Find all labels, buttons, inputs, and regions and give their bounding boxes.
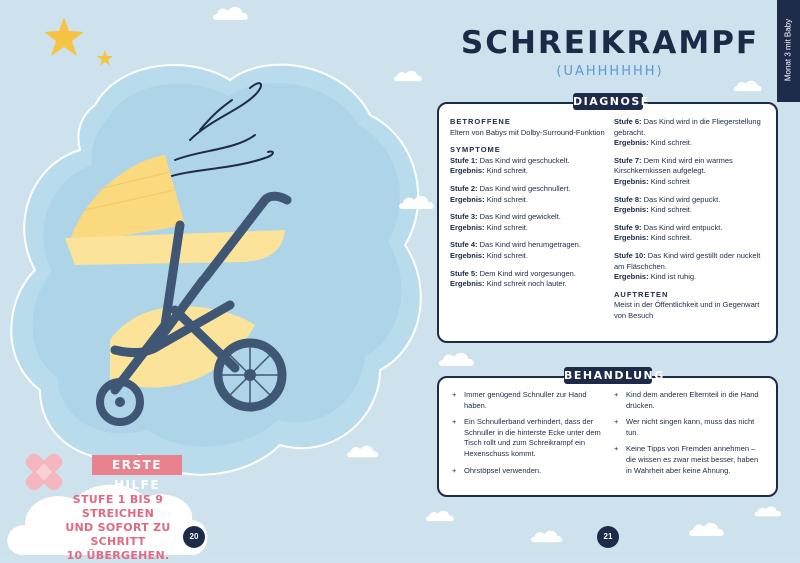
betroffene-text: Eltern von Babys mit Dolby-Surround-Funktion — [450, 127, 605, 137]
behandlung-list — [614, 390, 766, 476]
result-text: Kind schreit. — [486, 222, 528, 232]
erste-hilfe-line: 10 ÜBERGEHEN. — [66, 549, 170, 562]
symptom-stage — [450, 269, 605, 290]
result-text: Kind schreit. — [650, 138, 692, 148]
behandlung-label: BEHANDLUNG — [564, 369, 665, 382]
result-label: Ergebnis: — [614, 272, 649, 282]
stage-text: Das Kind wird herumgetragen. — [479, 240, 581, 250]
symptom-stage — [614, 223, 770, 244]
behandlung-column-left — [452, 390, 604, 482]
auftreten-heading: AUFTRETEN — [614, 289, 669, 299]
diagnose-column-left — [450, 117, 605, 297]
page-number-left: 20 — [183, 526, 205, 548]
result-text: Kind schreit. — [486, 250, 528, 260]
stage-label: Stufe 8: — [614, 194, 642, 204]
symptome-heading: SYMPTOME — [450, 145, 501, 155]
stage-label: Stufe 3: — [450, 212, 478, 222]
behandlung-item: + Ein Schnullerband verhindert, dass der Schnuller in die hinterste Ecke unter dem Tisch rollt und zum Schreikrampf ein Hexenschuss kommt. — [452, 417, 604, 459]
result-label: Ergebnis: — [614, 233, 649, 243]
erste-hilfe-line: UND SOFORT ZU SCHRITT — [65, 521, 171, 548]
result-text: Kind schreit — [650, 176, 690, 186]
star-small-icon — [97, 50, 113, 66]
stroller-illustration — [55, 140, 315, 440]
result-label: Ergebnis: — [450, 194, 485, 204]
symptom-stage — [614, 195, 770, 216]
stage-text: Das Kind wird geschuckelt. — [479, 155, 570, 165]
cloud-icon — [688, 520, 728, 538]
cloud-icon — [754, 504, 784, 518]
cloud-icon — [530, 528, 566, 544]
cloud-icon — [733, 78, 765, 93]
result-label: Ergebnis: — [450, 250, 485, 260]
erste-hilfe-line: STUFE 1 BIS 9 STREICHEN — [72, 493, 164, 520]
stage-label: Stufe 1: — [450, 155, 478, 165]
cloud-icon — [346, 443, 382, 459]
behandlung-item: + Keine Tipps von Fremden annehmen – die wissen es zwar meist besser, haben in Wahrheit aber keine Ahnung. — [614, 444, 766, 476]
chapter-tab — [777, 0, 800, 102]
cloud-icon — [438, 350, 478, 368]
stage-text: Das Kind wird gepuckt. — [643, 194, 721, 204]
cloud-icon — [393, 68, 425, 83]
stage-text: Das Kind wird gewickelt. — [479, 212, 561, 222]
stage-label: Stufe 2: — [450, 183, 478, 193]
page-subtitle: (UAHHHHHH) — [556, 64, 664, 79]
behandlung-column-right — [614, 390, 766, 482]
result-text: Kind schreit. — [486, 166, 528, 176]
symptom-stage — [450, 240, 605, 261]
cloud-icon — [425, 508, 457, 523]
erste-hilfe-label: ERSTE HILFE — [92, 455, 182, 475]
behandlung-list — [452, 390, 604, 476]
diagnose-label: DIAGNOSE — [573, 95, 650, 108]
behandlung-item: + Kind dem anderen Elternteil in die Hand drücken. — [614, 390, 766, 411]
result-label: Ergebnis: — [450, 222, 485, 232]
symptom-stage — [614, 251, 770, 283]
result-text: Kind schreit. — [486, 194, 528, 204]
stage-label: Stufe 4: — [450, 240, 478, 250]
betroffene-heading: BETROFFENE — [450, 117, 511, 126]
auftreten-text: Meist in der Öffentlichkeit und in Gegenwart von Besuch — [614, 300, 760, 320]
stage-label: Stufe 7: — [614, 155, 642, 165]
symptom-stage — [614, 117, 770, 149]
star-icon — [42, 15, 86, 59]
stage-text: Dem Kind wird ein warmes Kirschkernkissen aufgelegt. — [614, 155, 733, 176]
symptom-stage — [450, 184, 605, 205]
stage-list — [614, 117, 770, 283]
erste-hilfe-text — [38, 493, 198, 563]
behandlung-item: + Ohrstöpsel verwenden. — [452, 466, 604, 477]
stage-text: Das Kind wird geschnullert. — [479, 183, 571, 193]
result-label: Ergebnis: — [614, 205, 649, 215]
stage-label: Stufe 5: — [450, 268, 478, 278]
stage-text: Das Kind wird in die Fliegerstellung gebracht. — [614, 117, 761, 137]
page-number-right: 21 — [597, 526, 619, 548]
result-label: Ergebnis: — [450, 279, 485, 289]
behandlung-item: + Wer nicht singen kann, muss das nicht tun. — [614, 417, 766, 438]
page-title: SCHREIKRAMPF — [460, 25, 760, 61]
stage-label: Stufe 9: — [614, 222, 642, 232]
result-text: Kind schreit. — [650, 205, 692, 215]
stage-list — [450, 156, 605, 290]
stage-text: Dem Kind wird vorgesungen. — [479, 268, 576, 278]
symptom-stage — [450, 156, 605, 177]
symptom-stage — [450, 212, 605, 233]
result-label: Ergebnis: — [614, 176, 649, 186]
cloud-icon — [398, 193, 438, 211]
result-label: Ergebnis: — [450, 166, 485, 176]
stage-text: Das Kind wird entpuckt. — [643, 222, 723, 232]
diagnose-column-right — [614, 117, 770, 329]
stage-label: Stufe 10: — [614, 250, 646, 260]
result-text: Kind schreit noch lauter. — [486, 279, 567, 289]
stage-text: Das Kind wird gestillt oder nuckelt am Fläschchen. — [614, 250, 761, 271]
result-text: Kind schreit. — [650, 233, 692, 243]
cloud-icon — [212, 4, 252, 22]
result-label: Ergebnis: — [614, 138, 649, 148]
symptom-stage — [614, 156, 770, 188]
behandlung-item: + Immer genügend Schnuller zur Hand haben. — [452, 390, 604, 411]
plaster-icon — [20, 448, 68, 496]
result-text: Kind ist ruhig. — [650, 272, 697, 282]
stage-label: Stufe 6: — [614, 117, 642, 126]
chapter-tab-label: Monat 3 mit Baby — [783, 18, 793, 82]
